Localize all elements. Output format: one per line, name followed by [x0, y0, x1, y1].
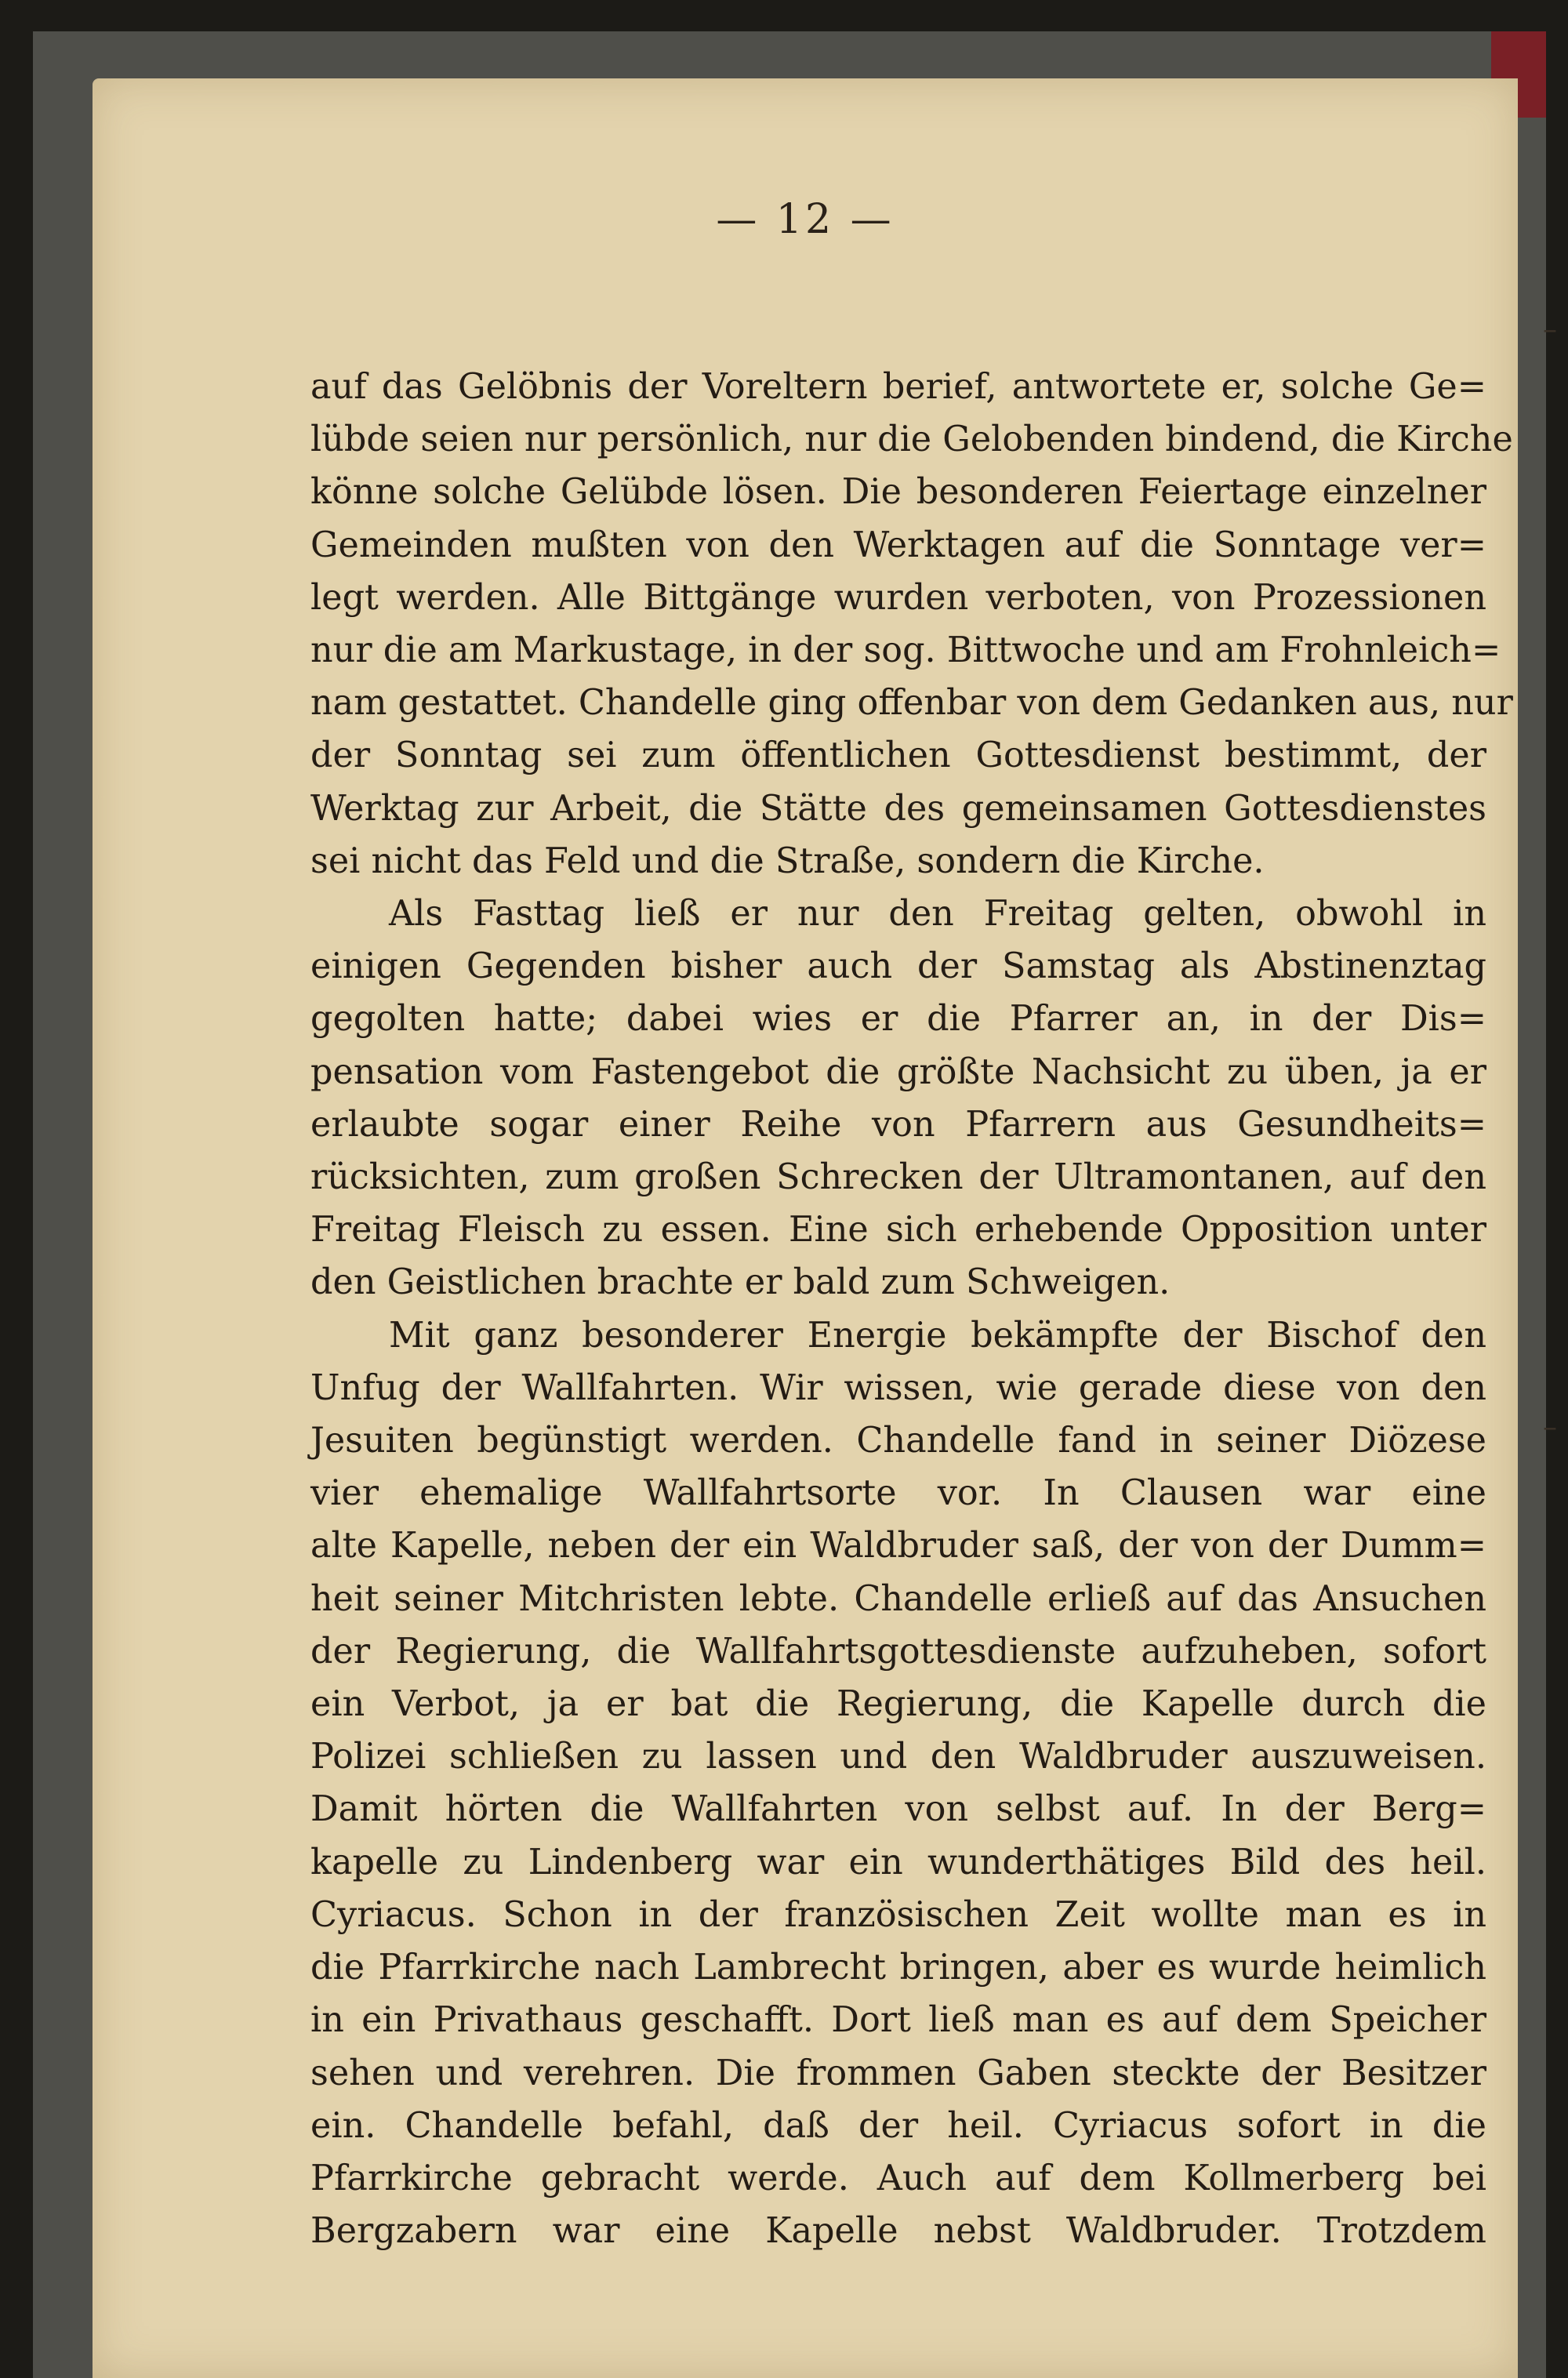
text-line: lübde seien nur persönlich, nur die Gelobenden bindend, die Kirche [310, 419, 1513, 460]
text-line: Unfug der Wallfahrten. Wir wissen, wie gerade diese von den [310, 1367, 1486, 1408]
text-line: Gemeinden mußten von den Werktagen auf die Sonntage ver= [310, 525, 1486, 565]
body-text [310, 361, 1513, 2257]
text-line: Bergzabern war eine Kapelle nebst Waldbruder. Trotzdem [310, 2211, 1486, 2252]
text-line: erlaubte sogar einer Reihe von Pfarrern aus Gesundheits= [310, 1104, 1486, 1145]
text-line: Cyriacus. Schon in der französischen Zeit wollte man es in [310, 1894, 1486, 1935]
text-line: der Sonntag sei zum öffentlichen Gottesdienst bestimmt, der [310, 735, 1486, 776]
text-line: einigen Gegenden bisher auch der Samstag als Abstinenztag [310, 946, 1486, 987]
text-line: vier ehemalige Wallfahrtsorte vor. In Clausen war eine [310, 1473, 1486, 1514]
text-line: sehen und verehren. Die frommen Gaben steckte der Besitzer [310, 2053, 1486, 2093]
text-line: rücksichten, zum großen Schrecken der Ultramontanen, auf den [310, 1157, 1486, 1198]
text-line: in ein Privathaus geschafft. Dort ließ man es auf dem Speicher [310, 2000, 1486, 2041]
text-line: die Pfarrkirche nach Lambrecht bringen, aber es wurde heimlich [310, 1948, 1486, 1988]
text-line: ein Verbot, ja er bat die Regierung, die Kapelle durch die [310, 1684, 1486, 1725]
paragraph [310, 361, 1513, 888]
text-line: Pfarrkirche gebracht werde. Auch auf dem Kollmerberg bei [310, 2158, 1486, 2198]
text-line: könne solche Gelübde lösen. Die besonderen Feiertage einzelner [310, 472, 1486, 513]
margin-mark: – [1543, 1411, 1557, 1443]
paragraph [310, 1309, 1486, 2258]
text-line: Werktag zur Arbeit, die Stätte des gemeinsamen Gottesdienstes [310, 788, 1486, 829]
margin-mark: – [1543, 314, 1557, 346]
text-line: Jesuiten begünstigt werden. Chandelle fand in seiner Diözese [310, 1421, 1486, 1461]
text-line: nur die am Markustage, in der sog. Bittwoche und am Frohnleich= [310, 630, 1501, 671]
text-line: legt werden. Alle Bittgänge wurden verboten, von Prozessionen [310, 577, 1486, 618]
text-line: Mit ganz besonderer Energie bekämpfte der Bischof den [389, 1315, 1486, 1356]
text-line: ein. Chandelle befahl, daß der heil. Cyriacus sofort in die [310, 2105, 1486, 2146]
text-line: heit seiner Mitchristen lebte. Chandelle erließ auf das Ansuchen [310, 1578, 1486, 1619]
text-line: sei nicht das Feld und die Straße, sondern die Kirche. [310, 840, 1265, 881]
text-line: Als Fasttag ließ er nur den Freitag gelten, obwohl in [389, 894, 1486, 935]
book-page [93, 78, 1557, 2378]
text-line: Polizei schließen zu lassen und den Waldbruder auszuweisen. [310, 1737, 1486, 1777]
text-line: alte Kapelle, neben der ein Waldbruder saß, der von der Dumm= [310, 1526, 1486, 1567]
text-line: der Regierung, die Wallfahrtsgottesdienste aufzuheben, sofort [310, 1631, 1486, 1672]
paragraph [310, 888, 1486, 1309]
text-line: auf das Gelöbnis der Voreltern berief, antwortete er, solche Ge= [310, 367, 1486, 407]
text-line: Damit hörten die Wallfahrten von selbst auf. In der Berg= [310, 1789, 1486, 1830]
text-line: Freitag Fleisch zu essen. Eine sich erhebende Opposition unter [310, 1210, 1486, 1251]
text-line: den Geistlichen brachte er bald zum Schweigen. [310, 1262, 1171, 1303]
text-line: gegolten hatte; dabei wies er die Pfarrer an, in der Dis= [310, 999, 1486, 1040]
text-line: pensation vom Fastengebot die größte Nachsicht zu üben, ja er [310, 1051, 1486, 1092]
page-number: — 12 — [716, 196, 895, 243]
text-line: nam gestattet. Chandelle ging offenbar von dem Gedanken aus, nur [310, 683, 1513, 724]
text-line: kapelle zu Lindenberg war ein wunderthätiges Bild des heil. [310, 1842, 1486, 1882]
